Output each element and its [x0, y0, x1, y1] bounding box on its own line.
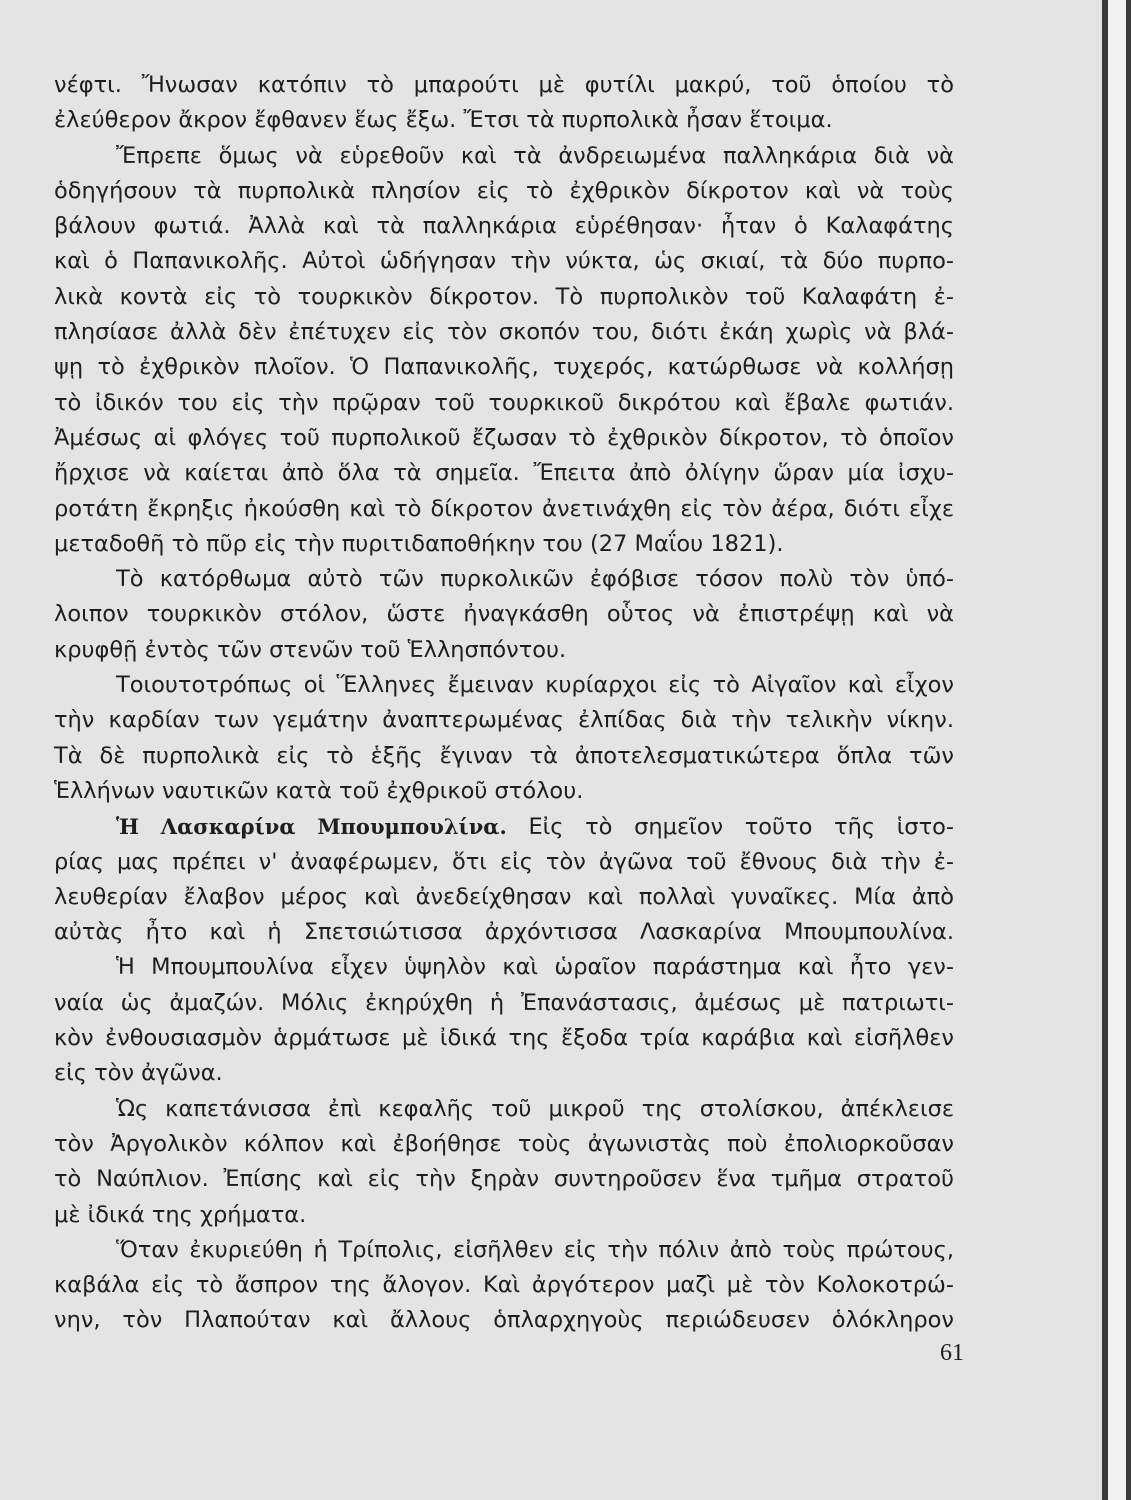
- text-line: μεταδοθῆ τὸ πῦρ εἰς τὴν πυριτιδαποθήκην του (27 Μαΐου 1821).: [54, 530, 784, 557]
- text-line: Ὡς καπετάνισσα ἐπὶ κεφαλῆς τοῦ μικροῦ της στολίσκου, ἀπέκλεισε: [116, 1095, 954, 1122]
- text-line: νέφτι. Ἤνωσαν κατόπιν τὸ μπαρούτι μὲ φυτίλι μακρύ, τοῦ ὁποίου τὸ: [54, 72, 954, 98]
- text-line: αὐτὰς ἦτο καὶ ἡ Σπετσιώτισσα ἀρχόντισσα Λασκαρίνα Μπουμπουλίνα.: [54, 919, 954, 946]
- text-line: ὁδηγήσουν τὰ πυρπολικὰ πλησίον εἰς τὸ ἐχθρικὸν δίκροτον καὶ νὰ τοὺς: [54, 177, 954, 204]
- text-line: Ἑλλήνων ναυτικῶν κατὰ τοῦ ἐχθρικοῦ στόλου.: [54, 777, 584, 804]
- text-line: νην, τὸν Πλαπούταν καὶ ἄλλους ὁπλαρχηγοὺς περιώδευσεν ὁλόκληρον: [54, 1307, 954, 1334]
- text-line: εἰς τὸν ἀγῶνα.: [54, 1060, 223, 1087]
- section-heading: Ἡ Λασκαρίνα Μπουμπουλίνα.: [116, 814, 507, 840]
- text-line: λικὰ κοντὰ εἰς τὸ τουρκικὸν δίκροτον. Τὸ πυρπολικὸν τοῦ Καλαφάτη ἐ-: [54, 283, 954, 310]
- scan-edge-highlight: [1108, 0, 1126, 1500]
- page-text: [54, 68, 954, 1339]
- text-line: τὴν καρδίαν των γεμάτην ἀναπτερωμένας ἐλπίδας διὰ τὴν τελικὴν νίκην.: [54, 707, 954, 734]
- text-line: Ἔπρεπε ὅμως νὰ εὑρεθοῦν καὶ τὰ ἀνδρειωμένα παλληκάρια διὰ νὰ: [116, 142, 954, 169]
- scan-edge: [1102, 0, 1131, 1500]
- text-line: Τὰ δὲ πυρπολικὰ εἰς τὸ ἑξῆς ἔγιναν τὰ ἀποτελεσματικώτερα ὅπλα τῶν: [54, 742, 954, 769]
- text-line: τὸν Ἀργολικὸν κόλπον καὶ ἐβοήθησε τοὺς ἀγωνιστὰς ποὺ ἐπολιορκοῦσαν: [54, 1130, 954, 1157]
- text-line: κὸν ἐνθουσιασμὸν ἁρμάτωσε μὲ ἰδικά της ἔξοδα τρία καράβια καὶ εἰσῆλθεν: [54, 1025, 954, 1052]
- text-line: Ἀμέσως αἱ φλόγες τοῦ πυρπολικοῦ ἔζωσαν τὸ ἐχθρικὸν δίκροτον, τὸ ὁποῖον: [54, 424, 954, 451]
- section-heading-line: [54, 809, 954, 844]
- text-line: Τὸ κατόρθωμα αὐτὸ τῶν πυρκολικῶν ἐφόβισε τόσον πολὺ τὸν ὑπό-: [116, 566, 954, 593]
- page-number: 61: [940, 1340, 964, 1366]
- text-line: μὲ ἰδικά της χρήματα.: [54, 1201, 307, 1228]
- text-line: πλησίασε ἀλλὰ δὲν ἐπέτυχεν εἰς τὸν σκοπόν του, διότι ἐκάη χωρὶς νὰ βλά-: [54, 319, 954, 346]
- text-line: λοιπον τουρκικὸν στόλον, ὥστε ἠναγκάσθη οὗτος νὰ ἐπιστρέψῃ καὶ νὰ: [54, 601, 954, 628]
- text-line: τὸ Ναύπλιον. Ἐπίσης καὶ εἰς τὴν ξηρὰν συντηροῦσεν ἕνα τμῆμα στρατοῦ: [54, 1166, 954, 1193]
- text-line: Τοιουτοτρόπως οἱ Ἕλληνες ἔμειναν κυρίαρχοι εἰς τὸ Αἰγαῖον καὶ εἶχον: [116, 672, 954, 699]
- text-line: ψῃ τὸ ἐχθρικὸν πλοῖον. Ὁ Παπανικολῆς, τυχερός, κατώρθωσε νὰ κολλήσῃ: [54, 354, 954, 381]
- text-line: κρυφθῇ ἐντὸς τῶν στενῶν τοῦ Ἑλλησπόντου.: [54, 636, 567, 663]
- text-line: βάλουν φωτιά. Ἀλλὰ καὶ τὰ παλληκάρια εὑρέθησαν· ἦταν ὁ Καλαφάτης: [54, 213, 954, 240]
- text-line: ρίας μας πρέπει ν' ἀναφέρωμεν, ὅτι εἰς τὸν ἀγῶνα τοῦ ἔθνους διὰ τὴν ἐ-: [54, 848, 954, 875]
- text-line: λευθερίαν ἔλαβον μέρος καὶ ἀνεδείχθησαν καὶ πολλαὶ γυναῖκες. Μία ἀπὸ: [54, 883, 954, 910]
- text-line: Ὅταν ἐκυριεύθη ἡ Τρίπολις, εἰσῆλθεν εἰς τὴν πόλιν ἀπὸ τοὺς πρώτους,: [116, 1236, 954, 1263]
- text-line: Ἡ Μπουμπουλίνα εἶχεν ὑψηλὸν καὶ ὡραῖον παράστημα καὶ ἦτο γεν-: [116, 954, 954, 981]
- text-line: καὶ ὁ Παπανικολῆς. Αὐτοὶ ὡδήγησαν τὴν νύκτα, ὡς σκιαί, τὰ δύο πυρπο-: [54, 248, 954, 275]
- text-line: ἐλεύθερον ἄκρον ἔφθανεν ἕως ἔξω. Ἔτσι τὰ πυρπολικὰ ἦσαν ἕτοιμα.: [54, 107, 833, 134]
- text-line: ἤρχισε νὰ καίεται ἀπὸ ὅλα τὰ σημεῖα. Ἔπειτα ἀπὸ ὀλίγην ὥραν μία ἰσχυ-: [54, 460, 954, 487]
- text-line: ροτάτη ἔκρηξις ἠκούσθη καὶ τὸ δίκροτον ἀνετινάχθη εἰς τὸν ἀέρα, διότι εἶχε: [54, 495, 954, 522]
- text-line: Εἰς τὸ σημεῖον τοῦτο τῆς ἱστο-: [528, 814, 954, 841]
- text-line: ναία ὡς ἀμαζών. Μόλις ἐκηρύχθη ἡ Ἐπανάστασις, ἀμέσως μὲ πατριωτι-: [54, 989, 954, 1016]
- text-line: τὸ ἰδικόν του εἰς τὴν πρῷραν τοῦ τουρκικοῦ δικρότου καὶ ἔβαλε φωτιάν.: [54, 389, 954, 416]
- text-line: καβάλα εἰς τὸ ἄσπρον της ἄλογον. Καὶ ἀργότερον μαζὶ μὲ τὸν Κολοκοτρώ-: [54, 1272, 954, 1299]
